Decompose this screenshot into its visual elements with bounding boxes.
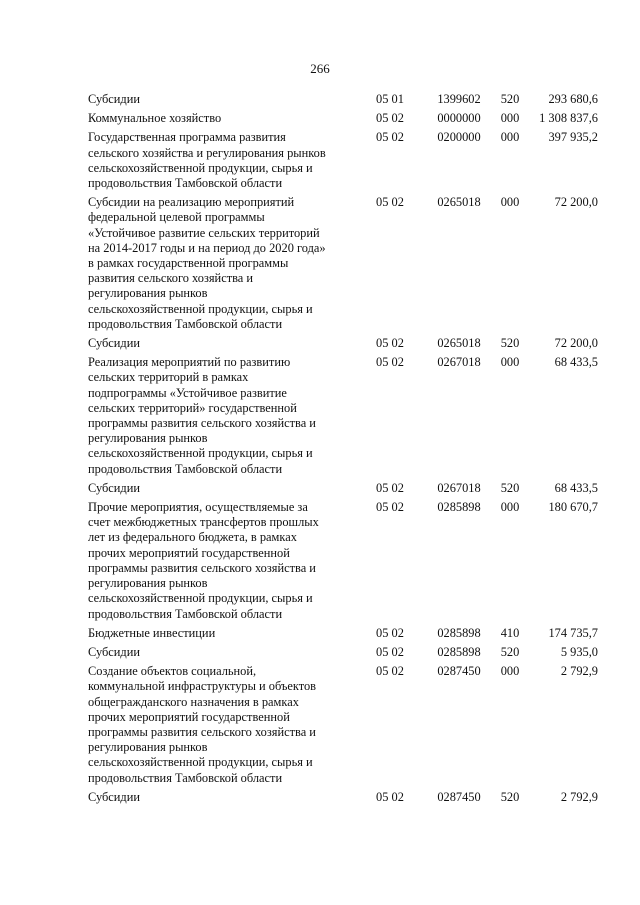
row-amount: 2 792,9 <box>560 664 598 679</box>
row-name: Субсидии <box>88 336 140 351</box>
row-target-code: 0267018 <box>437 355 481 370</box>
row-target-code: 0267018 <box>437 480 481 495</box>
row-target-code: 0287450 <box>437 664 481 679</box>
row-name: Субсидии <box>88 644 140 659</box>
table-row <box>88 336 598 351</box>
table-row <box>88 500 598 622</box>
row-name: Субсидии <box>88 480 140 495</box>
row-expense-type: 410 <box>500 625 520 640</box>
row-expense-type: 000 <box>500 111 520 126</box>
row-name: Коммунальное хозяйство <box>88 111 222 126</box>
row-section-code: 05 02 <box>376 625 404 640</box>
row-name: Бюджетные инвестиции <box>88 625 216 640</box>
row-section-code: 05 02 <box>376 111 404 126</box>
row-amount: 293 680,6 <box>548 92 598 106</box>
table-row <box>88 92 598 107</box>
row-amount: 174 735,7 <box>548 625 598 640</box>
row-expense-type: 520 <box>500 789 520 804</box>
row-amount: 68 433,5 <box>554 355 598 370</box>
table-row <box>88 481 598 496</box>
row-amount: 2 792,9 <box>560 789 598 804</box>
table-row <box>88 195 598 332</box>
row-target-code: 0265018 <box>437 336 481 351</box>
row-name: Субсидии <box>88 92 140 106</box>
table-row <box>88 130 598 191</box>
row-expense-type: 520 <box>500 480 520 495</box>
row-expense-type: 520 <box>500 92 520 106</box>
row-section-code: 05 02 <box>376 644 404 659</box>
row-name: Субсидии <box>88 789 140 804</box>
row-target-code: 1399602 <box>437 92 481 106</box>
row-section-code: 05 02 <box>376 664 404 679</box>
row-target-code: 0285898 <box>437 625 481 640</box>
row-expense-type: 000 <box>500 130 520 145</box>
row-amount: 397 935,2 <box>548 130 598 145</box>
row-section-code: 05 02 <box>376 195 404 210</box>
row-expense-type: 000 <box>500 355 520 370</box>
table-row <box>88 355 598 477</box>
row-amount: 68 433,5 <box>554 480 598 495</box>
row-target-code: 0265018 <box>437 195 481 210</box>
row-target-code: 0285898 <box>437 644 481 659</box>
row-expense-type: 000 <box>500 664 520 679</box>
table-row <box>88 626 598 641</box>
table-row <box>88 111 598 126</box>
row-name: Субсидии на реализацию мероприятий федеральной целевой программы «Устойчивое развитие сельских территорий на 2014-2017 годы и на период до 2020 года» в рамках государственной программы развития сельского хозяйства и регулирования рынков сельскохозяйственной продукции, сырья и продовольствия Тамбовской области <box>88 195 326 331</box>
row-amount: 72 200,0 <box>554 195 598 210</box>
row-expense-type: 520 <box>500 644 520 659</box>
table-row <box>88 664 598 786</box>
budget-table <box>88 92 598 809</box>
row-section-code: 05 02 <box>376 480 404 495</box>
row-name: Реализация мероприятий по развитию сельских территорий в рамках подпрограммы «Устойчивое развитие сельских территорий» государственной программы развития сельского хозяйства и регулирования рынков сельскохозяйственной продукции, сырья и продовольствия Тамбовской области <box>88 355 316 476</box>
row-name: Государственная программа развития сельского хозяйства и регулирования рынков сельскохозяйственной продукции, сырья и продовольствия Тамбовской области <box>88 130 326 191</box>
table-row <box>88 790 598 805</box>
row-section-code: 05 02 <box>376 789 404 804</box>
row-amount: 1 308 837,6 <box>539 111 598 126</box>
row-target-code: 0287450 <box>437 789 481 804</box>
row-section-code: 05 02 <box>376 355 404 370</box>
row-target-code: 0200000 <box>437 130 481 145</box>
row-section-code: 05 02 <box>376 500 404 515</box>
table-row <box>88 645 598 660</box>
row-expense-type: 000 <box>500 500 520 515</box>
row-section-code: 05 02 <box>376 336 404 351</box>
row-amount: 5 935,0 <box>560 644 598 659</box>
row-amount: 72 200,0 <box>554 336 598 351</box>
row-expense-type: 520 <box>500 336 520 351</box>
row-name: Создание объектов социальной, коммунальной инфраструктуры и объектов общегражданского назначения в рамках прочих мероприятий государственной программы развития сельского хозяйства и регулирования рынков сельскохозяйственной продукции, сырья и продовольствия Тамбовской области <box>88 664 317 785</box>
row-amount: 180 670,7 <box>548 500 598 515</box>
row-target-code: 0285898 <box>437 500 481 515</box>
row-expense-type: 000 <box>500 195 520 210</box>
row-section-code: 05 02 <box>376 130 404 145</box>
page-number: 266 <box>310 61 330 76</box>
row-section-code: 05 01 <box>376 92 404 106</box>
row-name: Прочие мероприятия, осуществляемые за счет межбюджетных трансфертов прошлых лет из федерального бюджета, в рамках прочих мероприятий государственной программы развития сельского хозяйства и регулирования рынков сельскохозяйственной продукции, сырья и продовольствия Тамбовской области <box>88 500 319 621</box>
row-target-code: 0000000 <box>437 111 481 126</box>
